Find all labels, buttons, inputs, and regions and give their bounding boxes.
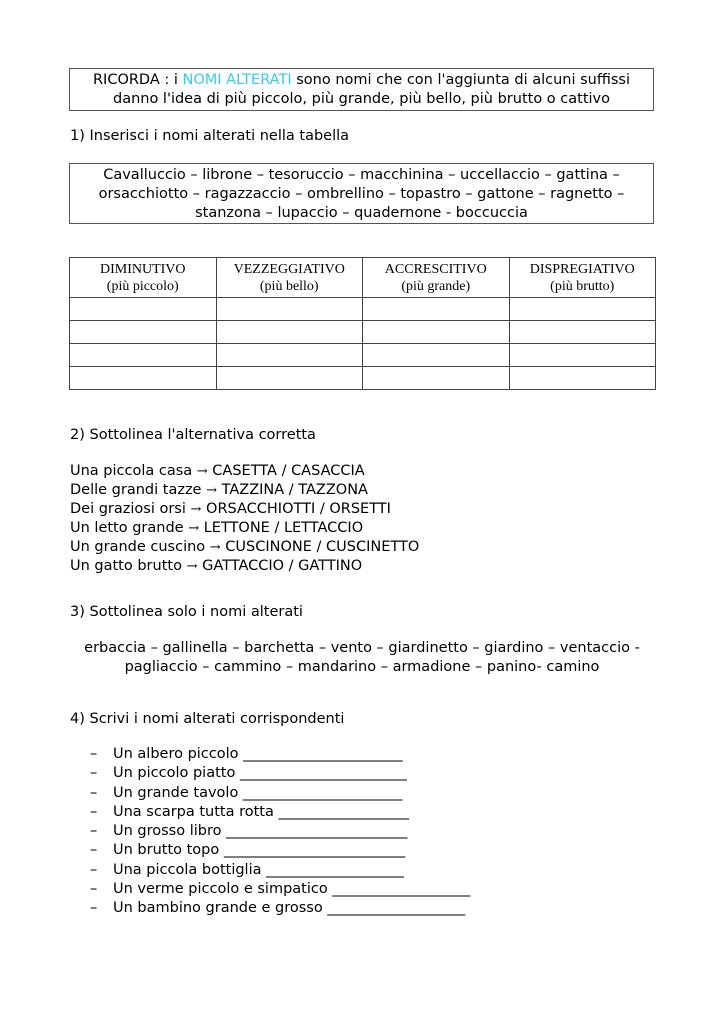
item-prompt: Una piccola casa [70, 463, 193, 479]
table-cell[interactable] [216, 321, 363, 344]
table-cell[interactable] [363, 367, 510, 390]
list-item [90, 841, 470, 860]
list-item [70, 462, 419, 481]
item-text: Un piccolo piatto _______________________ [113, 765, 407, 782]
bullet-dash: – [90, 746, 98, 762]
reminder-line-1-rest: sono nomi che con l'aggiunta di alcuni suffissi [291, 72, 631, 88]
exercise-2-list [70, 462, 419, 576]
list-item [90, 764, 470, 783]
column-title: DISPREGIATIVO [529, 261, 635, 277]
exercise-3-words [62, 639, 662, 677]
table-cell[interactable] [70, 367, 217, 390]
item-prompt: Dei graziosi orsi [70, 501, 186, 517]
bullet-dash: – [90, 823, 98, 840]
list-item [70, 481, 419, 500]
item-options: CUSCINONE / CUSCINETTO [225, 539, 420, 555]
word-bank-line: Cavalluccio – librone – tesoruccio – macchinina – uccellaccio – gattina – [103, 167, 620, 183]
table-cell[interactable] [216, 298, 363, 321]
item-text: Un grosso libro _________________________ [113, 823, 408, 840]
word-line: erbaccia – gallinella – barchetta – vento – giardinetto – giardino – ventaccio - [84, 640, 640, 656]
item-prompt: Un grande cuscino [70, 539, 206, 555]
alterati-table [69, 257, 656, 390]
table-cell[interactable] [70, 298, 217, 321]
table-cell[interactable] [509, 321, 656, 344]
column-subtitle: (più grande) [401, 278, 471, 294]
list-item [90, 803, 470, 822]
column-header-dispregiativo [509, 258, 656, 298]
reminder-box [69, 68, 654, 111]
exercise-2-title: 2) Sottolinea l'alternativa corretta [70, 427, 316, 443]
item-text: Un verme piccolo e simpatico ___________________ [113, 881, 471, 898]
exercise-3-title: 3) Sottolinea solo i nomi alterati [70, 604, 303, 620]
table-header-row [70, 258, 656, 298]
table-cell[interactable] [363, 321, 510, 344]
bullet-dash: – [90, 765, 98, 782]
list-item [70, 557, 419, 576]
item-prompt: Un letto grande [70, 520, 184, 536]
bullet-dash: – [90, 842, 98, 859]
table-cell[interactable] [216, 344, 363, 367]
table-cell[interactable] [70, 344, 217, 367]
reminder-prefix: RICORDA : i [92, 72, 183, 88]
column-header-diminutivo [70, 258, 217, 298]
item-options: CASETTA / CASACCIA [212, 463, 365, 479]
column-header-vezzeggiativo [216, 258, 363, 298]
list-item [90, 880, 470, 899]
word-bank-line: stanzona – lupaccio – quadernone - boccuccia [195, 205, 528, 221]
table-cell[interactable] [363, 298, 510, 321]
column-subtitle: (più piccolo) [106, 278, 179, 294]
table-row [70, 344, 656, 367]
list-item [90, 784, 470, 803]
table-cell[interactable] [70, 321, 217, 344]
list-item [70, 538, 419, 557]
list-item [90, 822, 470, 841]
table-row [70, 367, 656, 390]
arrow-icon: → [206, 483, 217, 498]
reminder-highlight: NOMI ALTERATI [182, 72, 292, 88]
table-cell[interactable] [509, 367, 656, 390]
word-line: pagliaccio – cammino – mandarino – armadione – panino- camino [124, 659, 600, 675]
word-bank-box [69, 163, 654, 224]
table-cell[interactable] [509, 298, 656, 321]
arrow-icon: → [186, 559, 198, 574]
item-options: LETTONE / LETTACCIO [203, 520, 364, 536]
item-text: Un brutto topo _________________________ [113, 842, 406, 859]
table-cell[interactable] [363, 344, 510, 367]
list-item [90, 861, 470, 880]
exercise-1-title: 1) Inserisci i nomi alterati nella tabella [70, 128, 350, 144]
item-prompt: Un gatto brutto [70, 558, 182, 574]
item-text: Una piccola bottiglia ___________________ [113, 861, 404, 878]
list-item [70, 519, 419, 538]
column-subtitle: (più brutto) [550, 278, 615, 294]
item-text: Un bambino grande e grosso ___________________ [113, 900, 466, 917]
column-header-accrescitivo [363, 258, 510, 298]
arrow-icon: → [196, 464, 208, 479]
item-prompt: Delle grandi tazze [70, 482, 202, 498]
column-title: DIMINUTIVO [99, 261, 186, 277]
item-options: ORSACCHIOTTI / ORSETTI [206, 501, 391, 517]
arrow-icon: → [190, 502, 202, 517]
item-options: GATTACCIO / GATTINO [202, 558, 363, 574]
list-item [90, 899, 470, 918]
bullet-dash: – [90, 784, 98, 801]
table-cell[interactable] [509, 344, 656, 367]
column-subtitle: (più bello) [259, 278, 319, 294]
arrow-icon: → [188, 521, 200, 536]
table-cell[interactable] [216, 367, 363, 390]
bullet-dash: – [90, 803, 98, 820]
column-title: VEZZEGGIATIVO [233, 261, 345, 277]
bullet-dash: – [90, 861, 98, 878]
list-item [70, 500, 419, 519]
list-item [90, 745, 470, 764]
column-title: ACCRESCITIVO [384, 261, 487, 277]
table-row [70, 298, 656, 321]
item-options: TAZZINA / TAZZONA [221, 482, 368, 498]
item-text: Una scarpa tutta rotta __________________ [113, 803, 409, 820]
reminder-line-1 [70, 71, 653, 90]
bullet-dash: – [90, 900, 98, 917]
item-text: Un albero piccolo ______________________ [113, 746, 403, 762]
exercise-4-title: 4) Scrivi i nomi alterati corrispondenti [70, 711, 345, 727]
word-bank-line: orsacchiotto – ragazzaccio – ombrellino – topastro – gattone – ragnetto – [98, 186, 625, 202]
exercise-4-list [90, 745, 470, 919]
table-row [70, 321, 656, 344]
reminder-line-2: danno l'idea di più piccolo, più grande, più bello, più brutto o cattivo [112, 91, 610, 107]
arrow-icon: → [209, 540, 221, 555]
bullet-dash: – [90, 881, 98, 898]
item-text: Un grande tavolo ______________________ [113, 784, 403, 801]
